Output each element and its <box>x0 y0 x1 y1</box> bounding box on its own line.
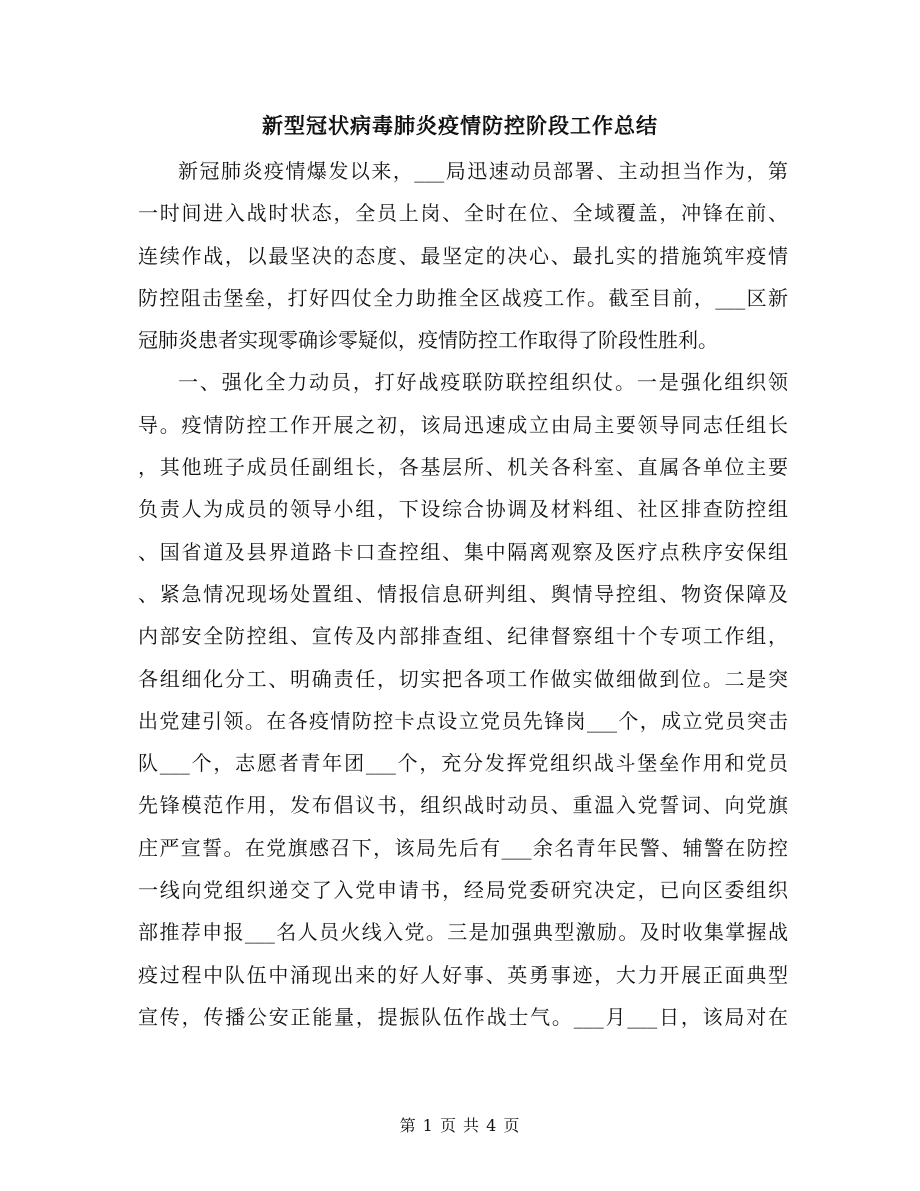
text-line <box>138 531 788 573</box>
line-text: 先锋模范作用，发布倡议书，组织战时动员、重温入党誓词、向党旗 <box>138 793 788 818</box>
text-line <box>138 996 788 1038</box>
document-body <box>138 150 788 1038</box>
text-line <box>138 869 788 911</box>
line-text: 新冠肺炎疫情爆发以来，___局迅速动员部署、主动担当作为，第 <box>178 159 788 183</box>
line-text: 冠肺炎患者实现零确诊零疑似，疫情防控工作取得了阶段性胜利。 <box>138 328 718 353</box>
line-text: 部推荐申报___名人员火线入党。三是加强典型激励。及时收集掌握战 <box>138 920 788 945</box>
line-text: 一、强化全力动员，打好战疫联防联控组织仗。一是强化组织领 <box>178 370 788 395</box>
text-line <box>138 573 788 615</box>
text-line <box>138 954 788 996</box>
text-line <box>138 446 788 488</box>
line-text: 防控阻击堡垒，打好四仗全力助推全区战疫工作。截至目前，___区新 <box>138 285 788 310</box>
page-number-footer: 第 1 页 共 4 页 <box>399 1116 521 1135</box>
document-title: 新型冠状病毒肺炎疫情防控阶段工作总结 <box>262 113 658 138</box>
line-text: 内部安全防控组、宣传及内部排查组、纪律督察组十个专项工作组， <box>138 624 788 649</box>
line-text: 连续作战，以最坚决的态度、最坚定的决心、最扎实的措施筑牢疫情 <box>138 243 788 268</box>
text-line <box>138 700 788 742</box>
text-line <box>138 658 788 700</box>
text-line <box>138 488 788 530</box>
text-line <box>138 827 788 869</box>
text-line <box>138 235 788 277</box>
line-text: 出党建引领。在各疫情防控卡点设立党员先锋岗___个，成立党员突击 <box>138 708 788 733</box>
line-text: 、紧急情况现场处置组、情报信息研判组、舆情导控组、物资保障及 <box>138 581 788 606</box>
text-line <box>138 319 788 361</box>
text-line <box>138 784 788 826</box>
text-line <box>138 361 788 403</box>
line-text: 宣传，传播公安正能量，提振队伍作战士气。___月___日，该局对在 <box>138 1004 788 1029</box>
text-line <box>138 192 788 234</box>
line-text: 导。疫情防控工作开展之初，该局迅速成立由局主要领导同志任组长 <box>138 412 788 437</box>
text-line <box>138 615 788 657</box>
text-line <box>138 404 788 446</box>
line-text: 一时间进入战时状态，全员上岗、全时在位、全域覆盖，冲锋在前、 <box>138 201 788 226</box>
line-text: 庄严宣誓。在党旗感召下，该局先后有___余名青年民警、辅警在防控 <box>138 835 788 860</box>
text-line <box>138 911 788 953</box>
line-text: 各组细化分工、明确责任，切实把各项工作做实做细做到位。二是突 <box>138 666 788 691</box>
line-text: 负责人为成员的领导小组，下设综合协调及材料组、社区排查防控组 <box>138 497 788 522</box>
line-text: 、国省道及县界道路卡口查控组、集中隔离观察及医疗点秩序安保组 <box>138 539 788 564</box>
text-line <box>138 277 788 319</box>
text-line <box>138 742 788 784</box>
line-text: 疫过程中队伍中涌现出来的好人好事、英勇事迹，大力开展正面典型 <box>138 962 788 987</box>
text-line <box>138 150 788 192</box>
line-text: 一线向党组织递交了入党申请书，经局党委研究决定，已向区委组织 <box>138 878 788 903</box>
line-text: 队___个，志愿者青年团___个，充分发挥党组织战斗堡垒作用和党员 <box>138 751 788 776</box>
line-text: ，其他班子成员任副组长，各基层所、机关各科室、直属各单位主要 <box>138 455 788 480</box>
